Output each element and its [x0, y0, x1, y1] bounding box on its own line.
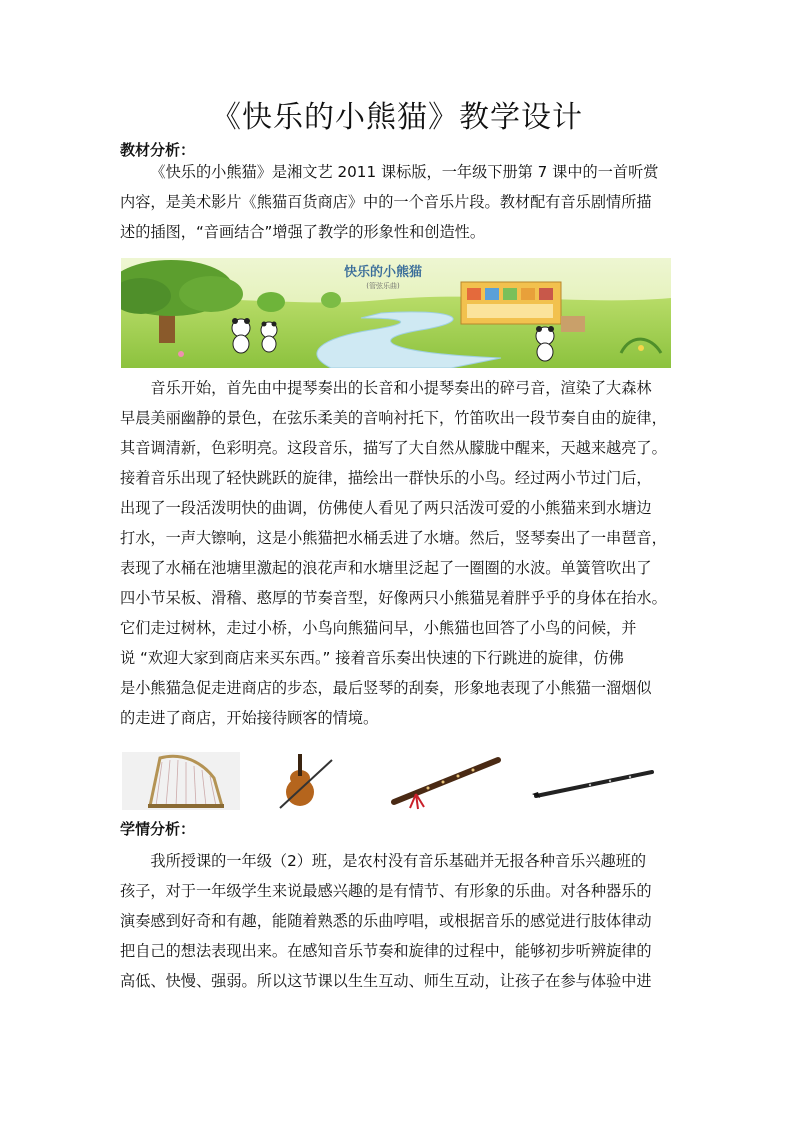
section-heading-textbook-analysis: 教材分析：: [120, 141, 196, 159]
text-line: 四小节呆板、滑稽、憨厚的节奏音型，好像两只小熊猫晃着胖乎乎的身体在抬水。: [120, 589, 667, 607]
text-line: 早晨美丽幽静的景色，在弦乐柔美的音响衬托下，竹笛吹出一段节奏自由的旋律，: [120, 409, 667, 427]
text-line: 演奏感到好奇和有趣，能随着熟悉的乐曲哼唱，或根据音乐的感觉进行肢体律动: [120, 912, 652, 930]
text-line: 把自己的想法表现出来。在感知音乐节奏和旋律的过程中，能够初步听辨旋律的: [120, 942, 652, 960]
text-line: 述的插图，“音画结合”增强了教学的形象性和创造性。: [120, 223, 486, 241]
text-line: 是小熊猫急促走进商店的步态，最后竖琴的刮奏，形象地表现了小熊猫一溜烟似: [120, 679, 652, 697]
page-title: 《快乐的小熊猫》教学设计: [211, 100, 583, 135]
paragraph-textbook-intro: [120, 157, 676, 247]
clarinet-icon: [530, 752, 658, 810]
text-line: 它们走过树林，走过小桥，小鸟向熊猫问早，小熊猫也回答了小鸟的问候，并: [120, 619, 637, 637]
violin-icon: [272, 752, 336, 810]
paragraph-music-description: [120, 373, 676, 733]
text-line: 说 “欢迎大家到商店来买东西。” 接着音乐奏出快速的下行跳进的旋律，仿佛: [120, 649, 624, 667]
section-heading-student-analysis: 学情分析：: [120, 820, 196, 838]
text-line: 的走进了商店，开始接待顾客的情境。: [120, 709, 379, 727]
illustration-title: 快乐的小熊猫: [343, 265, 423, 280]
text-line: 音乐开始，首先由中提琴奏出的长音和小提琴奏出的碎弓音，渲染了大森林: [150, 379, 652, 397]
text-line: 孩子，对于一年级学生来说最感兴趣的是有情节、有形象的乐曲。对各种器乐的: [120, 882, 652, 900]
text-line: 高低、快慢、强弱。所以这节课以生生互动、师生互动，让孩子在参与体验中进: [120, 972, 652, 990]
text-line: 《快乐的小熊猫》是湘文艺 2011 课标版，一年级下册第 7 课中的一首听赏: [150, 163, 659, 181]
harp-icon: [122, 752, 240, 810]
text-line: 出现了一段活泼明快的曲调，仿佛使人看见了两只活泼可爱的小熊猫来到水塘边: [120, 499, 652, 517]
illustration-scene: [121, 258, 671, 368]
text-line: 接着音乐出现了轻快跳跃的旋律，描绘出一群快乐的小鸟。经过两小节过门后，: [120, 469, 652, 487]
illustration-subtitle: (管弦乐曲): [366, 282, 400, 290]
text-line: 内容，是美术影片《熊猫百货商店》中的一个音乐片段。教材配有音乐剧情所描: [120, 193, 652, 211]
happy-panda-illustration: [121, 258, 671, 368]
text-line: 我所授课的一年级（2）班，是农村没有音乐基础并无报各种音乐兴趣班的: [150, 852, 647, 870]
text-line: 表现了水桶在池塘里激起的浪花声和水塘里泛起了一圈圈的水波。单簧管吹出了: [120, 559, 652, 577]
text-line: 其音调清新，色彩明亮。这段音乐，描写了大自然从朦胧中醒来，天越来越亮了。: [120, 439, 667, 457]
bamboo-flute-icon: [388, 752, 504, 810]
paragraph-student-analysis: [120, 846, 676, 996]
text-line: 打水，一声大镲响，这是小熊猫把水桶丢进了水塘。然后，竖琴奏出了一串琶音，: [120, 529, 667, 547]
